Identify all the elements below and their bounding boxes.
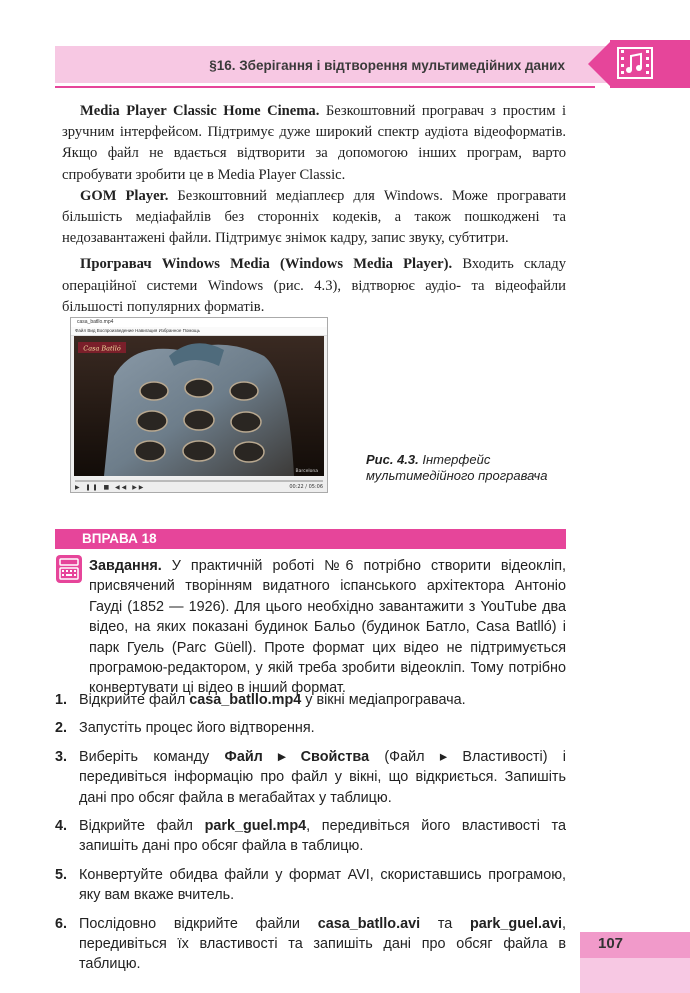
- paragraph-gom: GOM Player. Безкоштовний медіаплеєр для Windows. Може програвати більшість медіафайлів без сторонніх кодеків, а також пошкоджені та недозавантажені файли. Підтримує знімок кадру, запис звуку, субтитри.: [62, 187, 567, 247]
- video-frame: [74, 336, 324, 476]
- figure-caption: Рис. 4.3. Інтерфейс мультимедійного програвача: [366, 452, 548, 483]
- player-titlebar: casa_batllo.mp4: [71, 318, 327, 327]
- section-title: §16. Зберігання і відтворення мультимедійних даних: [209, 58, 565, 73]
- film-music-icon: [617, 46, 653, 80]
- casa-batllo-image: [74, 336, 324, 476]
- video-watermark: Barcelona: [295, 469, 318, 474]
- media-player-screenshot: [70, 317, 328, 493]
- page-number-strip: [580, 932, 690, 958]
- player-controls: [71, 477, 327, 492]
- seek-bar[interactable]: [75, 480, 323, 482]
- video-overlay-title: Casa Batlló: [83, 344, 121, 353]
- paragraph-mpc: Media Player Classic Home Cinema. Безкоштовний програвач з простим і зручним інтерфейсом. Підтримує дуже широкий спектр аудіота відеоформатів. Якщо файл не вдається відтворити за допомогою інших програм, варто спробувати зробити це в Media Player Classic.: [62, 103, 566, 183]
- exercise-title: ВПРАВА 18: [82, 531, 157, 546]
- body-text: [62, 101, 566, 318]
- keyboard-task-icon: [55, 554, 83, 584]
- header-arrow: [588, 40, 612, 88]
- header-underline: [55, 86, 595, 88]
- steps-list: [55, 690, 566, 983]
- list-item: 4. Відкрийте файл park_guel.mp4, передивіться його властивості та запишіть дані про обсяг файла в таблицю.: [55, 818, 566, 855]
- task-text: Завдання. У практичній роботі №6 потрібно створити відеокліп, присвячений творінням видатного іспанського архітектора Антоніо Гауді (1852 — 1926). Для цього необхідно завантажити з YouTube два відео, на яких показані будинок Бальо (будинок Батло, Casa Batlló) і парк Гуель (Parc Güell). Проте формат цих відео не підтримується програмою-редактором, у якій треба зробити відеокліп. Тому потрібно конвертувати ці відео в інший формат.: [89, 558, 566, 697]
- list-item: 5. Конвертуйте обидва файли у формат AVI, скориставшись програмою, яку вам вкаже вчитель.: [55, 866, 566, 904]
- list-item: 2. Запустіть процес його відтворення.: [55, 720, 315, 737]
- playback-buttons[interactable]: ▶ ❚❚ ■ ◀◀ ▶▶: [75, 484, 146, 491]
- list-item: 6. Послідовно відкрийте файли casa_batllo.avi та park_guel.avi, передивіться їх властивості та запишіть дані про обсяг файла в таблицю.: [55, 915, 566, 973]
- page-number: 107: [598, 935, 624, 952]
- time-readout: 00:22 / 05:06: [289, 484, 323, 490]
- list-item: 3. Виберіть команду Файл ▸ Свойства (Файл ▸ Властивості) і передивіться інформацію про файл у вікні, що відкриється. Запишіть дані про обсяг файла в мегабайтах у таблицю.: [55, 748, 567, 806]
- player-menubar: Файл Вид Воспроизведение Навигация Избранное Помощь: [71, 327, 327, 336]
- paragraph-wmp: Програвач Windows Media (Windows Media Player). Входить складу операційної системи Windows (рис. 4.3), відтворює аудіо- та відеофайли більшості популярних форматів.: [62, 256, 566, 315]
- list-item: 1. Відкрийте файл casa_batllo.mp4 у вікні медіапрогравача.: [55, 692, 466, 708]
